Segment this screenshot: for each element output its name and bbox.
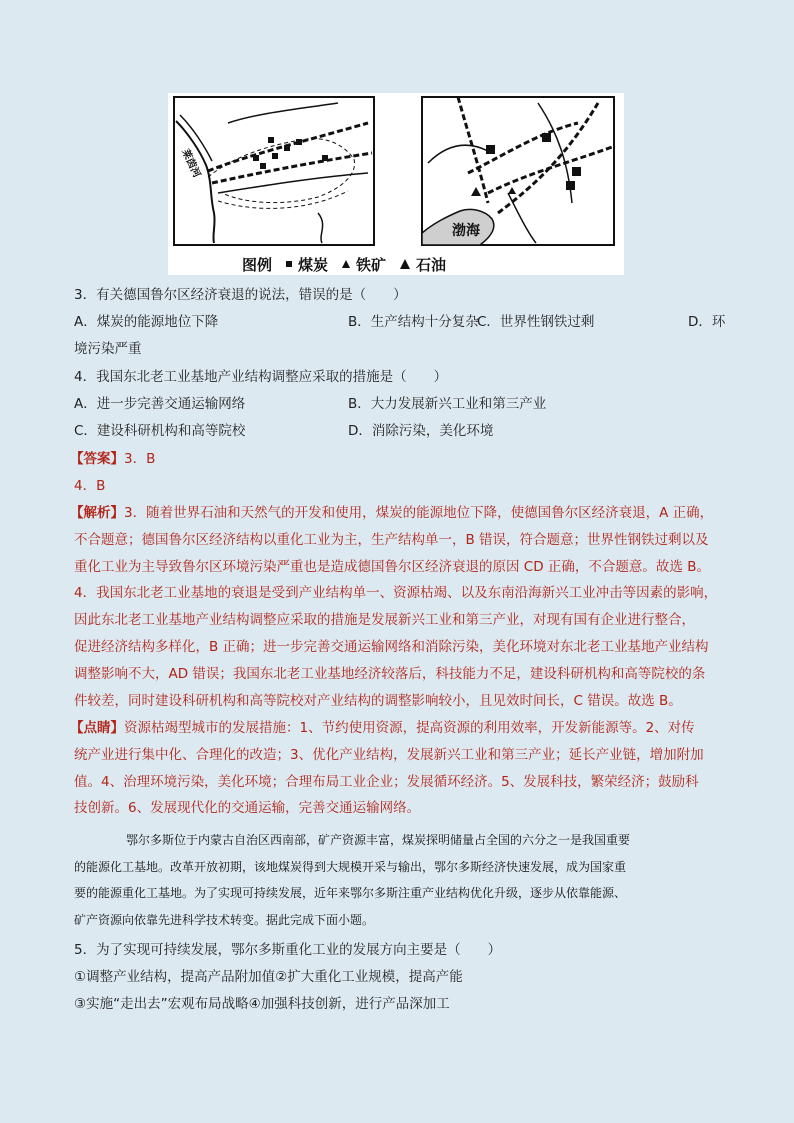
legend-coal: 煤炭 bbox=[286, 254, 328, 275]
legend-iron: 铁矿 bbox=[342, 254, 386, 275]
q3-option-c: C．世界性钢铁过剩 bbox=[477, 314, 595, 330]
q4-option-c: C．建设科研机构和高等院校 bbox=[74, 423, 246, 439]
analysis-line: 4．我国东北老工业基地的衰退是受到产业结构单一、资源枯竭、以及东南沿海新兴工业冲击等因素的影响， bbox=[74, 585, 718, 602]
q4-option-a: A．进一步完善交通运输网络 bbox=[74, 396, 246, 412]
analysis-block bbox=[70, 500, 720, 714]
analysis-line: 因此东北老工业基地产业结构调整应采取的措施是发展新兴工业和第三产业，对现有国有企业进行整合， bbox=[74, 612, 695, 629]
map-figure bbox=[168, 93, 624, 275]
coal-marker bbox=[486, 145, 495, 154]
answer-line-2: 4．B bbox=[74, 478, 106, 494]
iron-ore-icon bbox=[342, 260, 350, 268]
tip-line: 统产业进行集中化、合理化的改造；3、优化产业结构，发展新兴工业和第三产业；延长产业链，增加附加 bbox=[74, 746, 704, 763]
analysis-line: 3．随着世界石油和天然气的开发和使用，煤炭的能源地位下降，使德国鲁尔区经济衰退，A 正确， bbox=[124, 505, 714, 521]
q3-option-a: A．煤炭的能源地位下降 bbox=[74, 314, 219, 330]
oil-icon bbox=[400, 259, 410, 269]
legend-oil: 石油 bbox=[400, 254, 446, 275]
q3-option-b: B．生产结构十分复杂 bbox=[348, 314, 479, 330]
coal-marker bbox=[260, 163, 266, 169]
tip-tag: 【点睛】 bbox=[70, 720, 124, 736]
legend-title: 图例 bbox=[242, 255, 273, 274]
maps-svg bbox=[168, 93, 624, 275]
coal-marker bbox=[296, 139, 302, 145]
map-legend bbox=[242, 253, 460, 275]
q5-options-line-2: ③实施“走出去”宏观布局战略④加强科技创新，进行产品深加工 bbox=[74, 996, 450, 1012]
tip-line: 值。4、治理环境污染，美化环境；合理布局工业企业；发展循环经济。5、发展科技，繁荣经济；鼓励科 bbox=[74, 773, 699, 790]
passage-line: 要的能源重化工基地。为了实现可持续发展，近年来鄂尔多斯注重产业结构优化升级，逐步从依靠能源、 bbox=[74, 886, 627, 900]
question-4-stem: 4．我国东北老工业基地产业结构调整应采取的措施是（ ） bbox=[74, 369, 448, 385]
coal-marker bbox=[284, 145, 290, 151]
answer-line-1: 3．B bbox=[124, 451, 156, 467]
passage-line: 矿产资源向依靠先进科学技术转变。据此完成下面小题。 bbox=[74, 912, 375, 927]
analysis-line: 调整影响不大，AD 错误；我国东北老工业基地经济较落后，科技能力不足，建设科研机构和高等院校的条 bbox=[74, 665, 706, 682]
question-5-stem: 5．为了实现可持续发展，鄂尔多斯重化工业的发展方向主要是（ ） bbox=[74, 942, 502, 958]
q5-options-line-1: ①调整产业结构，提高产品附加值②扩大重化工业规模，提高产能 bbox=[74, 969, 463, 985]
tip-line: 资源枯竭型城市的发展措施：1、节约使用资源，提高资源的利用效率，开发新能源等。2、对传 bbox=[124, 720, 695, 736]
coal-marker bbox=[566, 181, 575, 190]
coal-marker bbox=[272, 153, 278, 159]
coal-marker bbox=[542, 133, 551, 142]
analysis-line: 促进经济结构多样化，B 正确；进一步完善交通运输网络和消除污染，美化环境对东北老工业基地产业结构 bbox=[74, 638, 709, 655]
analysis-line: 重化工业为主导致鲁尔区环境污染严重也是造成德国鲁尔区经济衰退的原因 CD 正确，不合题意。故选 B。 bbox=[74, 558, 710, 575]
q4-option-d: D．消除污染，美化环境 bbox=[348, 423, 494, 439]
reading-passage bbox=[74, 827, 724, 933]
question-3-stem: 3．有关德国鲁尔区经济衰退的说法，错误的是（ ） bbox=[74, 287, 407, 303]
passage-line: 鄂尔多斯位于内蒙古自治区西南部，矿产资源丰富，煤炭探明储量占全国的六分之一是我国重要 bbox=[126, 833, 631, 847]
river-label: 莱茵河 bbox=[179, 147, 202, 180]
q3-option-d-cont: 境污染严重 bbox=[74, 341, 142, 357]
coal-marker bbox=[572, 167, 581, 176]
answer-block bbox=[70, 450, 720, 468]
coal-marker bbox=[253, 155, 259, 161]
answer-tag: 【答案】 bbox=[70, 451, 124, 467]
tip-line: 技创新。6、发展现代化的交通运输，完善交通运输网络。 bbox=[74, 800, 421, 817]
sea-label: 渤海 bbox=[452, 223, 480, 239]
analysis-line: 不合题意；德国鲁尔区经济结构以重化工业为主，生产结构单一，B 错误，符合题意；世界性钢铁过剩以及 bbox=[74, 531, 709, 548]
analysis-line: 件较差，同时建设科研机构和高等院校对产业结构的调整影响较小，且见效时间长，C 错误。故选 B。 bbox=[74, 692, 682, 709]
coal-marker bbox=[322, 155, 328, 161]
tip-block bbox=[70, 715, 720, 822]
coal-icon bbox=[286, 261, 292, 267]
coal-marker bbox=[268, 137, 274, 143]
analysis-tag: 【解析】 bbox=[70, 505, 124, 521]
passage-line: 的能源化工基地。改革开放初期，该地煤炭得到大规模开采与输出，鄂尔多斯经济快速发展，成为国家重 bbox=[74, 859, 627, 874]
q4-option-b: B．大力发展新兴工业和第三产业 bbox=[348, 396, 547, 412]
q3-option-d: D．环 bbox=[688, 314, 726, 330]
